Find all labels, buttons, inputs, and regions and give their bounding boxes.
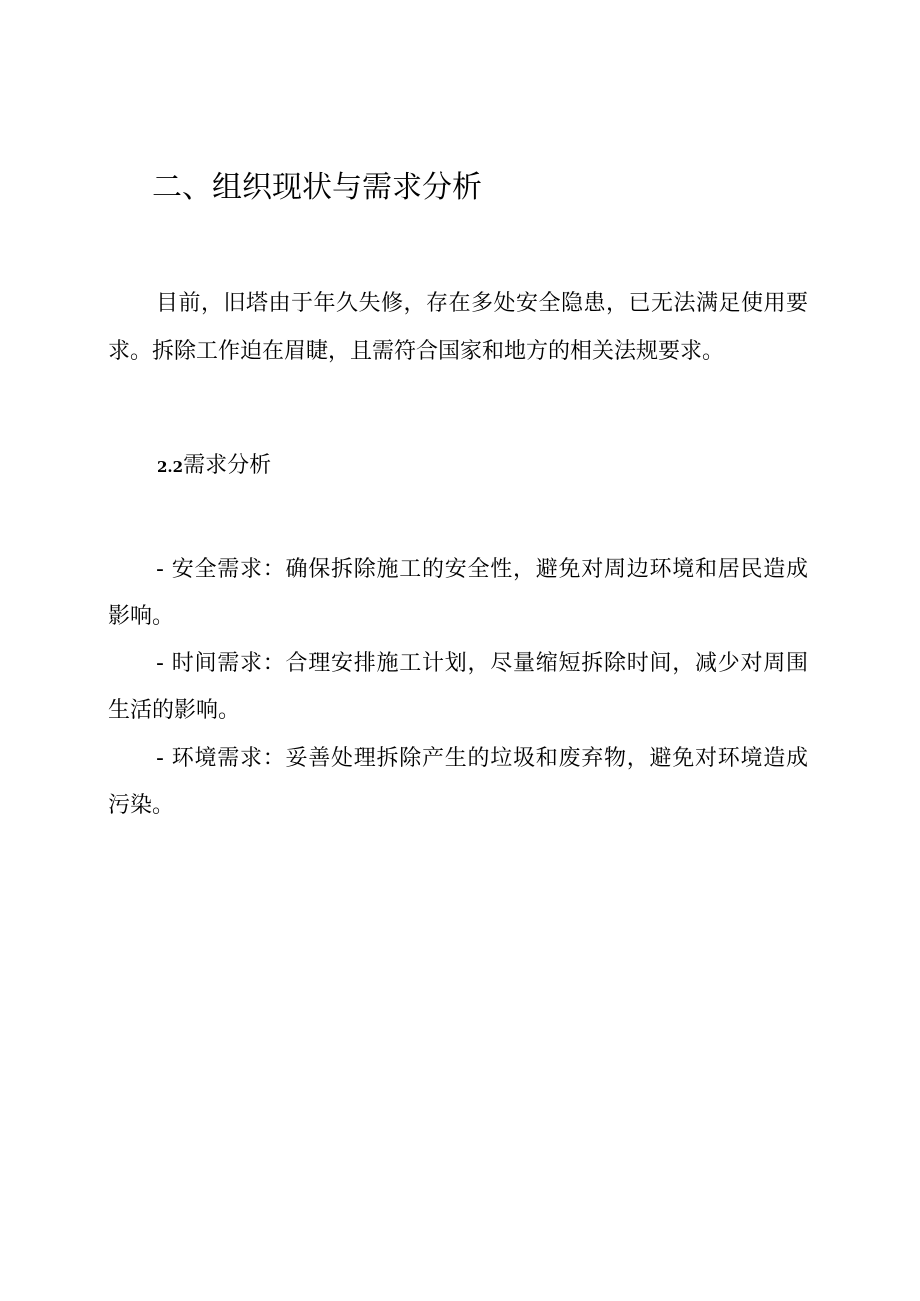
requirement-label: 安全需求	[171, 557, 263, 582]
requirement-text: 合理安排施工计划，尽量缩短拆除时间，减少对周围生活的影响。	[108, 651, 808, 723]
requirement-separator: ：	[262, 651, 286, 676]
requirement-text: 妥善处理拆除产生的垃圾和废弃物，避免对环境造成污染。	[108, 746, 808, 818]
requirement-label: 时间需求	[171, 651, 263, 676]
intro-paragraph: 目前，旧塔由于年久失修，存在多处安全隐患，已无法满足使用要求。拆除工作迫在眉睫，且需符合国家和地方的相关法规要求。	[108, 291, 808, 364]
requirement-prefix: -	[156, 557, 172, 582]
requirement-label: 环境需求	[171, 746, 263, 771]
requirement-item-environment	[108, 735, 808, 829]
requirement-separator: ：	[262, 746, 286, 771]
subsection-number: 2.2	[157, 458, 184, 476]
requirement-item-time	[108, 640, 808, 734]
subsection-title: 需求分析	[183, 453, 272, 478]
requirement-item-safety	[108, 546, 808, 640]
requirement-prefix: -	[156, 651, 172, 676]
section-heading: 二、组织现状与需求分析	[152, 170, 482, 205]
subsection-heading	[157, 446, 271, 487]
requirement-text: 确保拆除施工的安全性，避免对周边环境和居民造成影响。	[108, 557, 808, 629]
requirement-prefix: -	[156, 746, 172, 771]
requirement-separator: ：	[262, 557, 286, 582]
